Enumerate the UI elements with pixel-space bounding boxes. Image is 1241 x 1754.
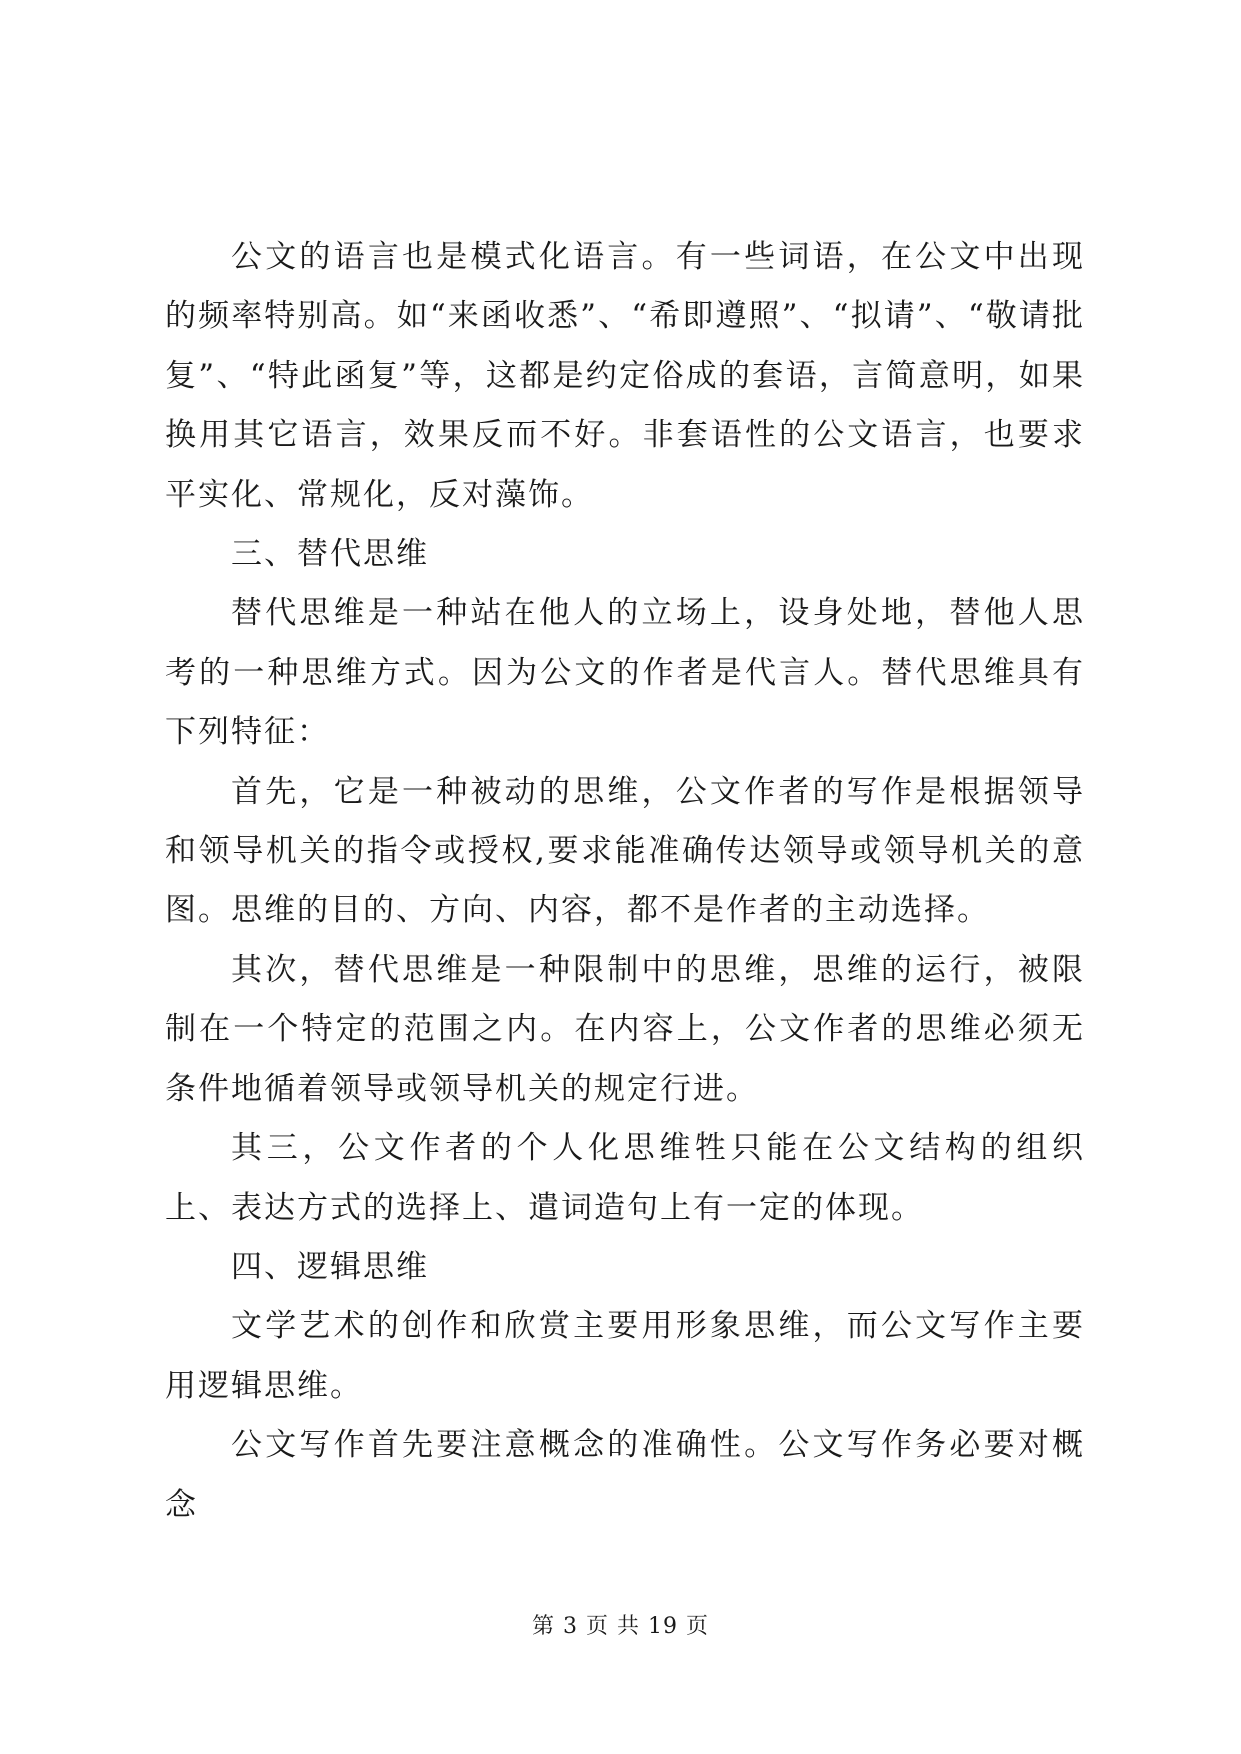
paragraph-second-restricted-thinking: 其次，替代思维是一种限制中的思维，思维的运行，被限制在一个特定的范围之内。在内容上，公文作者的思维必须无条件地循着领导或领导机关的规定行进。 [165,951,1085,1107]
paragraph-logical-vs-image-thinking: 文学艺术的创作和欣赏主要用形象思维，而公文写作主要用逻辑思维。 [165,1308,1085,1404]
section-heading-substitution-thinking: 三、替代思维 [231,536,429,573]
paragraph-concept-accuracy: 公文写作首先要注意概念的准确性。公文写作务必要对概念 [165,1427,1085,1523]
document-body [165,228,1085,1535]
paragraph-first-passive-thinking: 首先，它是一种被动的思维，公文作者的写作是根据领导和领导机关的指令或授权,要求能准确传达领导或领导机关的意图。思维的目的、方向、内容，都不是作者的主动选择。 [165,773,1085,929]
paragraph-substitution-definition: 替代思维是一种站在他人的立场上，设身处地，替他人思考的一种思维方式。因为公文的作者是代言人。替代思维具有下列特征： [165,595,1085,751]
paragraph-formulaic-language: 公文的语言也是模式化语言。有一些词语，在公文中出现的频率特别高。如“来函收悉”、“希即遵照”、“拟请”、“敬请批复”、“特此函复”等，这都是约定俗成的套语，言简意明，如果换用其它语言，效果反而不好。非套语性的公文语言，也要求平实化、常规化，反对藻饰。 [165,239,1085,513]
paragraph-third-personal-thinking: 其三，公文作者的个人化思维牲只能在公文结构的组织上、表达方式的选择上、遣词造句上有一定的体现。 [165,1130,1085,1226]
page-number-footer: 第 3 页 共 19 页 [532,1614,709,1639]
section-heading-logical-thinking: 四、逻辑思维 [231,1248,429,1285]
